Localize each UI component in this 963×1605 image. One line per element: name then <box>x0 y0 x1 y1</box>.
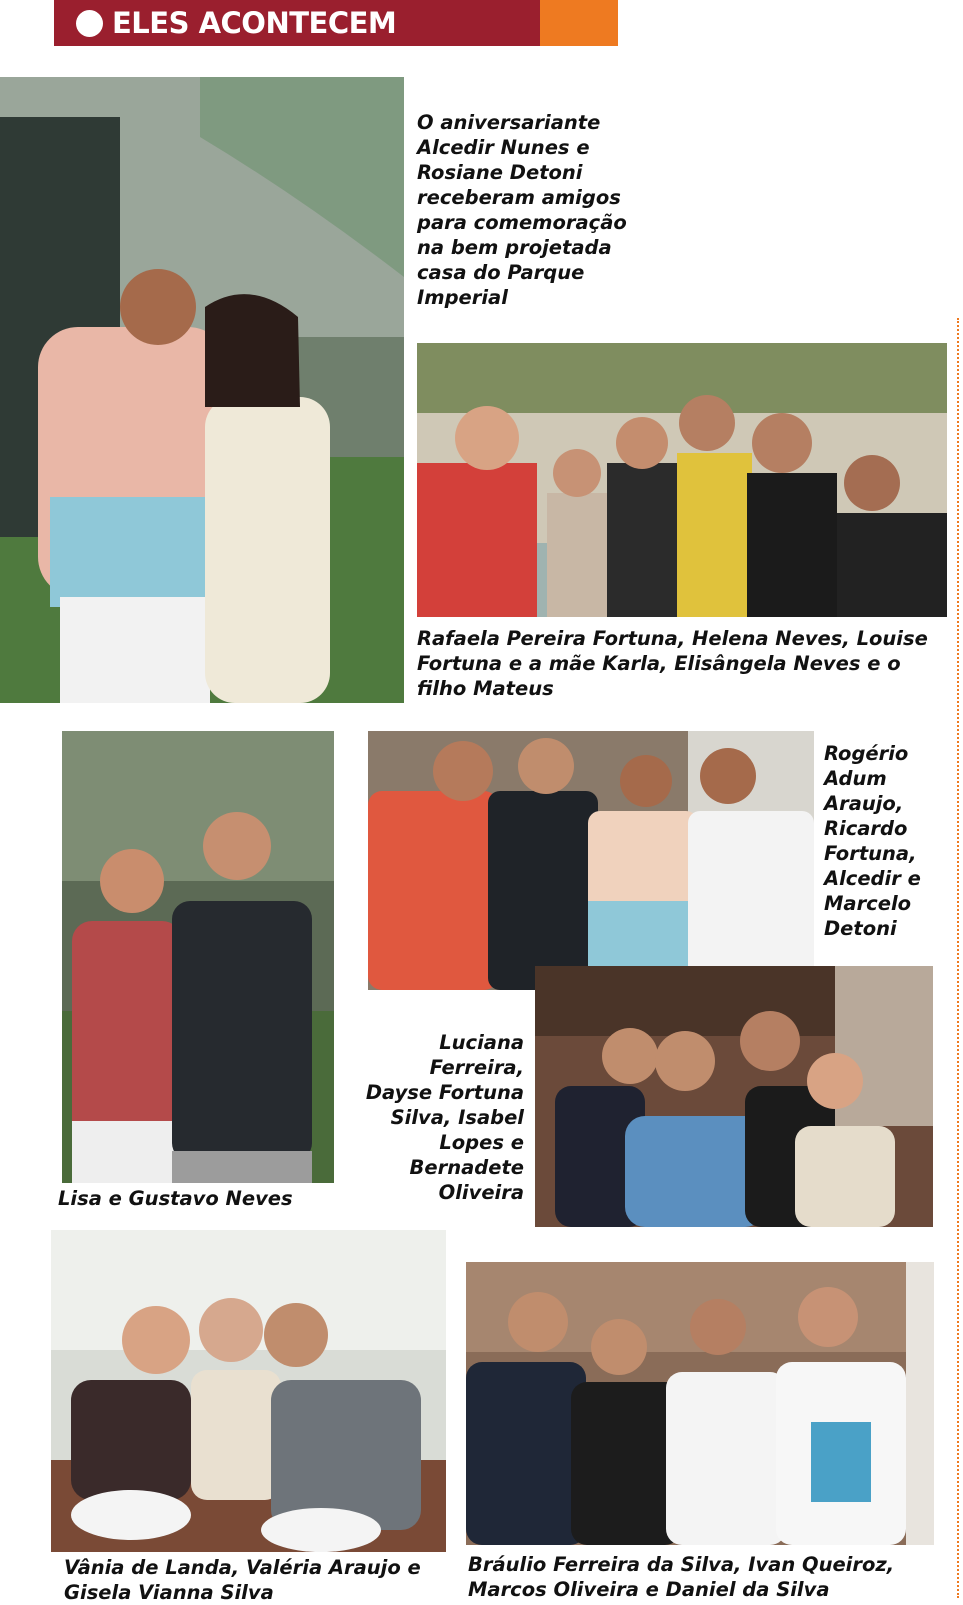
caption-four-men-indoor: Bráulio Ferreira da Silva, Ivan Queiroz, Marcos Oliveira e Daniel da Silva <box>468 1553 895 1601</box>
caption-birthday: O aniversariante Alcedir Nunes e Rosiane Detoni receberam amigos para comemoração na bem projetada casa do Parque Imperial <box>417 111 627 309</box>
section-title: ELES ACONTECEM <box>112 6 397 40</box>
page-edge-rule <box>957 318 959 1598</box>
photo-four-women <box>535 966 933 1227</box>
caption-women-group: Rafaela Pereira Fortuna, Helena Neves, Louise Fortuna e a mãe Karla, Elisângela Neves e o filho Mateus <box>417 627 928 700</box>
bullet-dot-icon <box>76 10 103 37</box>
photo-three-women <box>51 1230 446 1552</box>
photo-lisa-gustavo <box>62 731 334 1183</box>
header-accent-block <box>540 0 618 46</box>
caption-three-women: Vânia de Landa, Valéria Araujo e Gisela Vianna Silva <box>64 1556 421 1604</box>
photo-birthday-couple <box>0 77 404 703</box>
photo-women-group <box>417 343 947 617</box>
caption-four-men: Rogério Adum Araujo, Ricardo Fortuna, Alcedir e Marcelo Detoni <box>824 742 921 940</box>
caption-lisa-gustavo: Lisa e Gustavo Neves <box>58 1187 293 1210</box>
photo-four-men-indoor <box>466 1262 934 1545</box>
photo-four-men <box>368 731 814 990</box>
caption-four-women: Luciana Ferreira, Dayse Fortuna Silva, Isabel Lopes e Bernadete Oliveira <box>365 1031 524 1204</box>
